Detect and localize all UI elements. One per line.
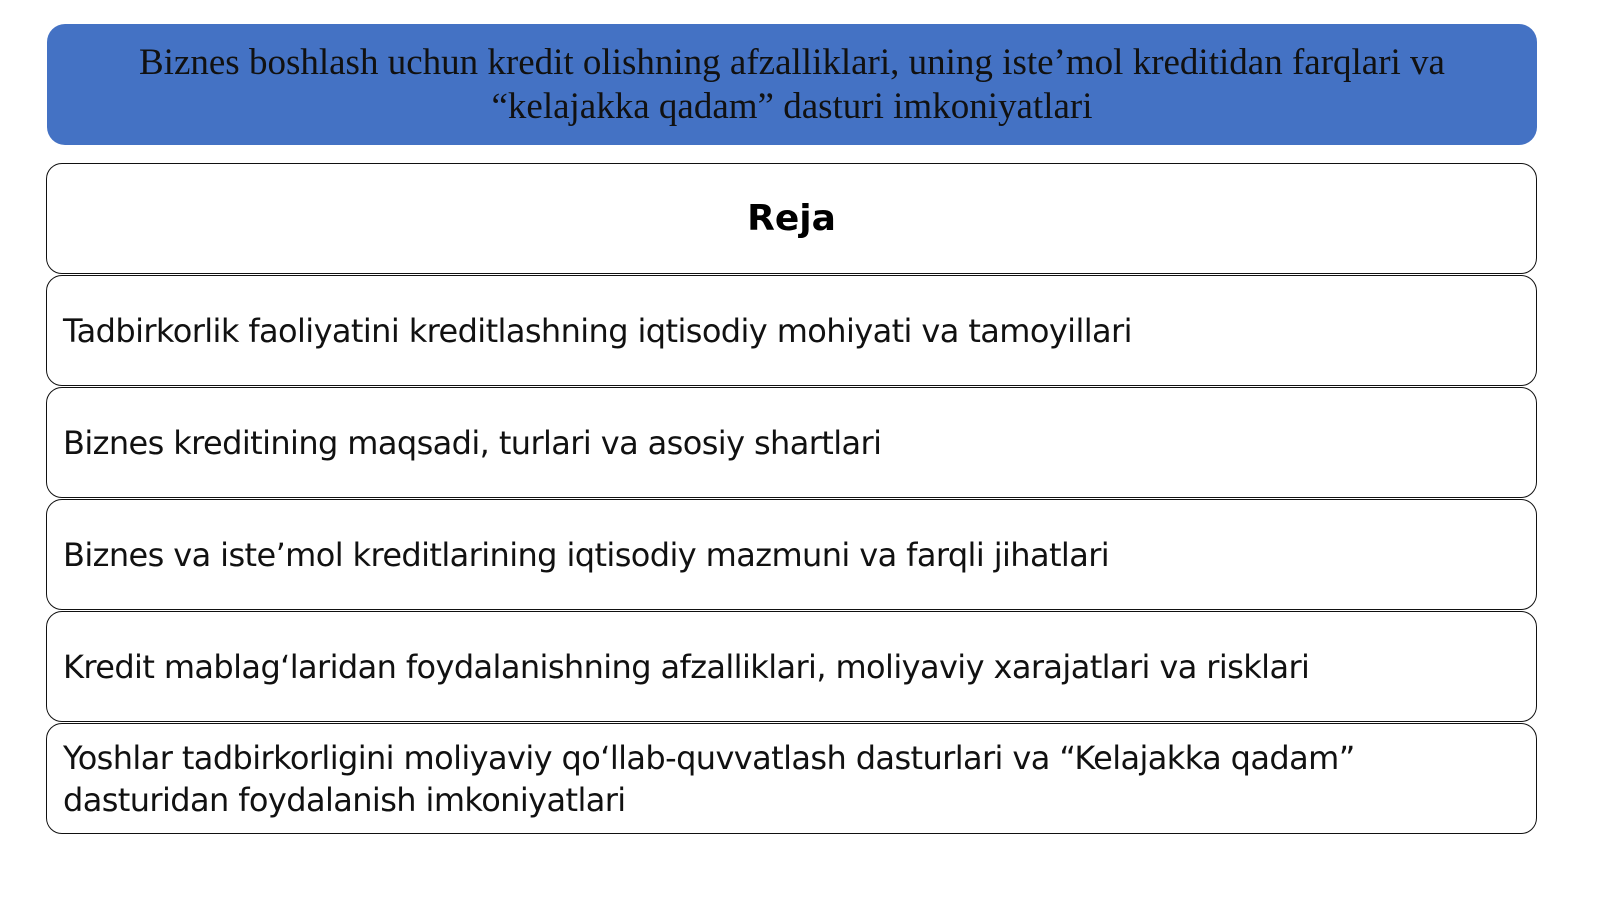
- plan-item-4: [46, 611, 1537, 722]
- title-banner: [47, 24, 1537, 145]
- plan-item-3: [46, 499, 1537, 610]
- plan-item-text: Biznes va iste’mol kreditlarining iqtisodiy mazmuni va farqli jihatlari: [63, 535, 1110, 574]
- plan-header-box: [46, 163, 1537, 274]
- plan-item-2: [46, 387, 1537, 498]
- plan-item-1: [46, 275, 1537, 386]
- plan-item-text: Biznes kreditining maqsadi, turlari va asosiy shartlari: [63, 423, 882, 462]
- plan-item-text: Yoshlar tadbirkorligini moliyaviy qo‘llab-quvvatlash dasturlari va “Kelajakka qadam” dasturidan foydalanish imkoniyatlari: [63, 738, 1355, 819]
- slide-title: Biznes boshlash uchun kredit olishning afzalliklari, uning iste’mol kreditidan farqlari va “kelajakka qadam” dasturi imkoniyatlari: [139, 41, 1445, 127]
- plan-header: Reja: [747, 198, 836, 239]
- plan-item-text: Tadbirkorlik faoliyatini kreditlashning iqtisodiy mohiyati va tamoyillari: [63, 311, 1132, 350]
- plan-item-5: [46, 723, 1537, 834]
- plan-item-text: Kredit mablag‘laridan foydalanishning afzalliklari, moliyaviy xarajatlari va risklari: [63, 647, 1310, 686]
